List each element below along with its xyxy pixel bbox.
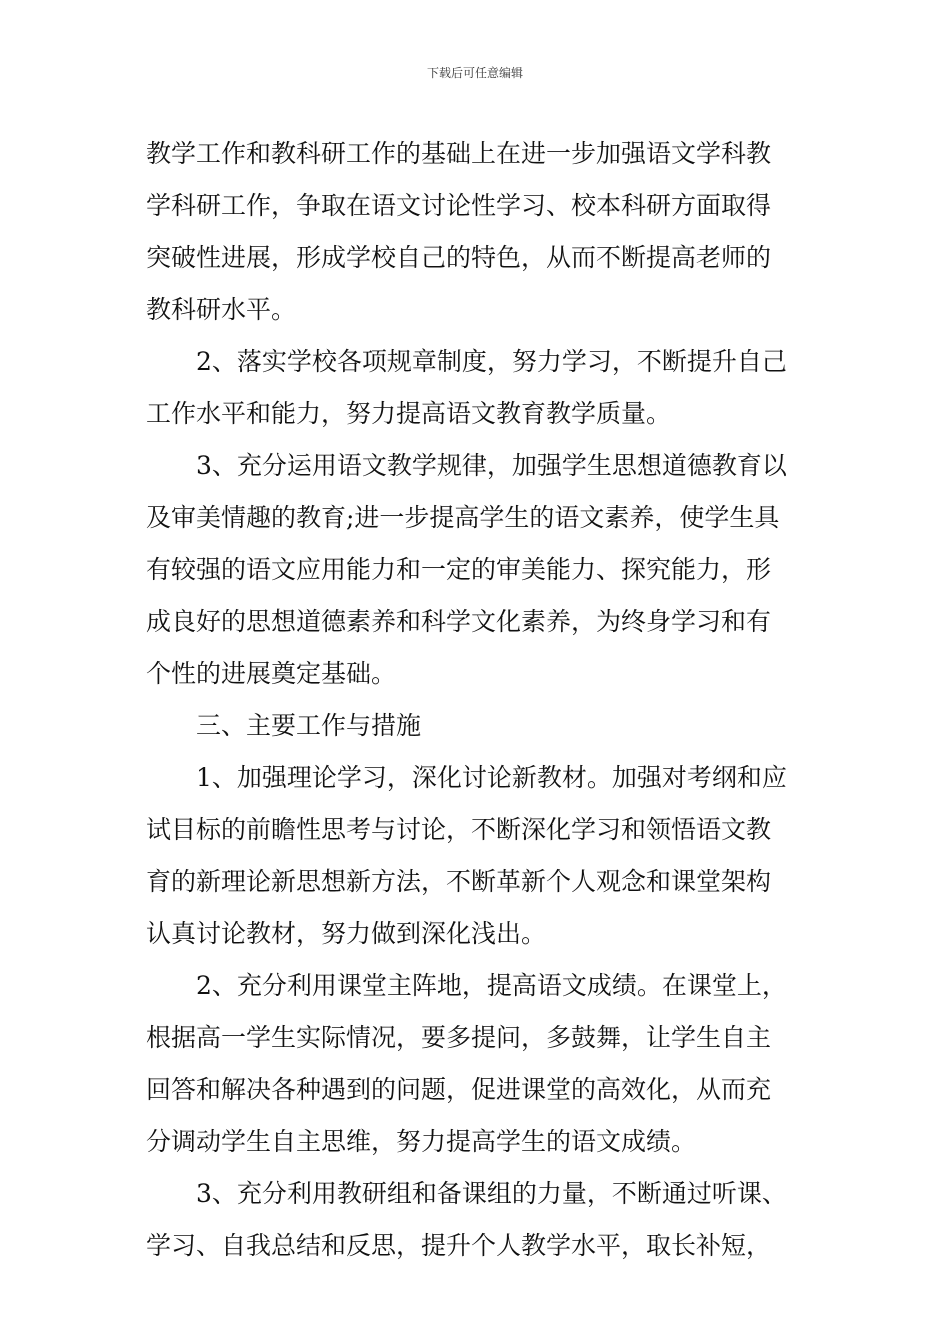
text-line: 试目标的前瞻性思考与讨论，不断深化学习和领悟语文教 bbox=[146, 815, 772, 844]
page-header: 下载后可任意编辑 bbox=[426, 66, 523, 80]
text-line: 3、充分运用语文教学规律，加强学生思想道德教育以 bbox=[146, 451, 787, 480]
text-line: 2、落实学校各项规章制度，努力学习，不断提升自己 bbox=[146, 347, 787, 376]
text-line: 回答和解决各种遇到的问题，促进课堂的高效化，从而充 bbox=[146, 1075, 772, 1104]
text-line: 育的新理论新思想新方法，不断革新个人观念和课堂架构 bbox=[146, 867, 772, 896]
text-line: 工作水平和能力，努力提高语文教育教学质量。 bbox=[146, 399, 672, 428]
text-line: 教科研水平。 bbox=[146, 295, 297, 324]
text-line: 认真讨论教材，努力做到深化浅出。 bbox=[146, 919, 547, 948]
section-heading: 三、主要工作与措施 bbox=[146, 711, 422, 740]
text-line: 1、加强理论学习，深化讨论新教材。加强对考纲和应 bbox=[146, 763, 787, 792]
text-line: 根据高一学生实际情况，要多提问，多鼓舞，让学生自主 bbox=[146, 1023, 772, 1052]
document-body bbox=[146, 128, 806, 1272]
text-line: 2、充分利用课堂主阵地，提高语文成绩。在课堂上， bbox=[146, 971, 787, 1000]
text-line: 学科研工作，争取在语文讨论性学习、校本科研方面取得 bbox=[146, 191, 772, 220]
text-line: 个性的进展奠定基础。 bbox=[146, 659, 397, 688]
text-line: 教学工作和教科研工作的基础上在进一步加强语文学科教 bbox=[146, 139, 772, 168]
text-line: 学习、自我总结和反思，提升个人教学水平，取长补短， bbox=[146, 1231, 772, 1260]
text-line: 突破性进展，形成学校自己的特色，从而不断提高老师的 bbox=[146, 243, 772, 272]
text-line: 成良好的思想道德素养和科学文化素养，为终身学习和有 bbox=[146, 607, 772, 636]
text-line: 及审美情趣的教育;进一步提高学生的语文素养，使学生具 bbox=[146, 503, 780, 532]
text-line: 有较强的语文应用能力和一定的审美能力、探究能力，形 bbox=[146, 555, 772, 584]
text-line: 分调动学生自主思维，努力提高学生的语文成绩。 bbox=[146, 1127, 697, 1156]
text-line: 3、充分利用教研组和备课组的力量，不断通过听课、 bbox=[146, 1179, 787, 1208]
